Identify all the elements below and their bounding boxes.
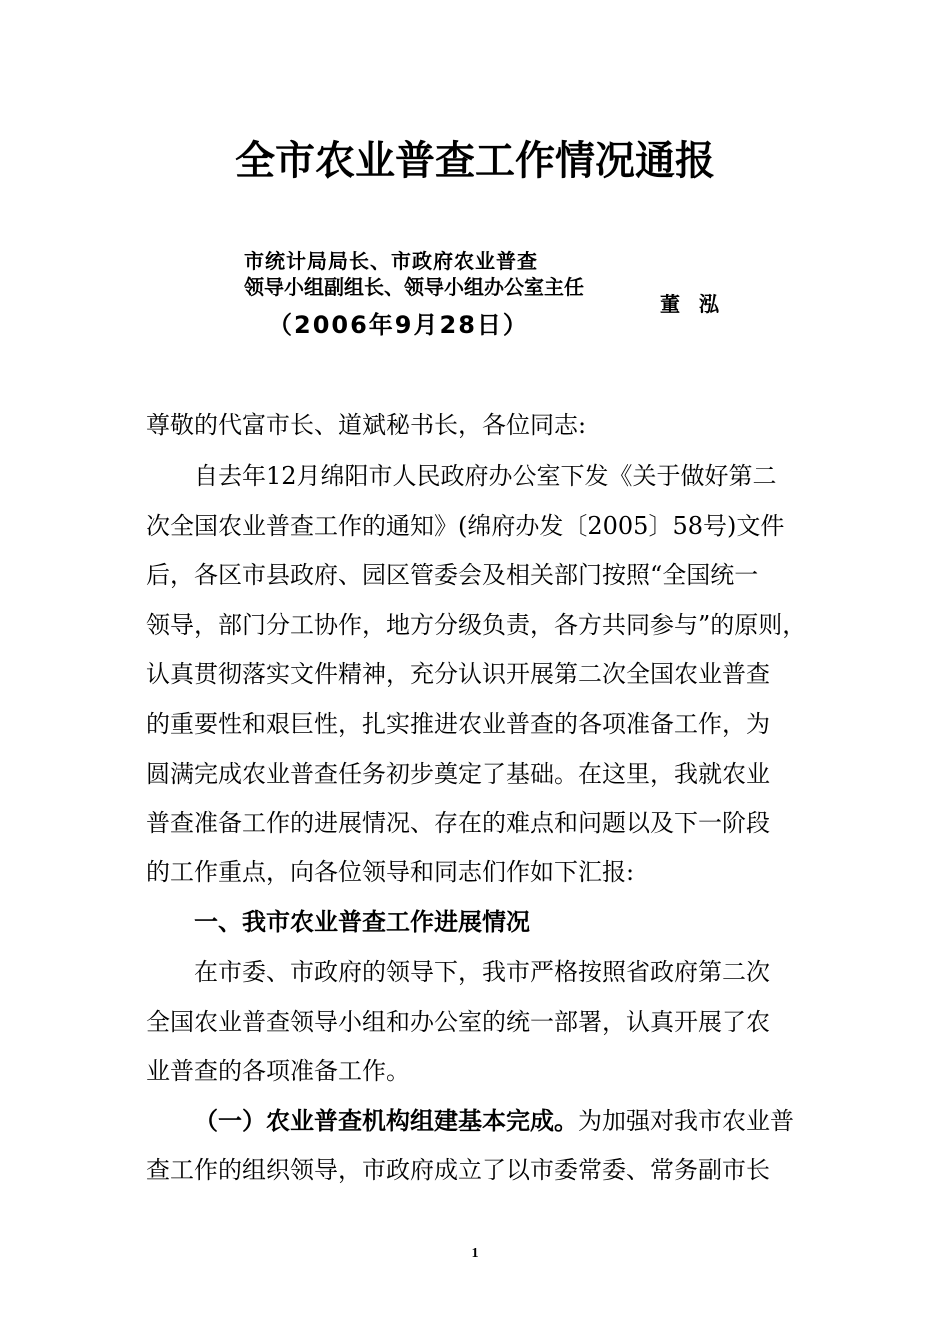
subsection-line xyxy=(194,1106,794,1136)
paragraph-line: 圆满完成农业普查任务初步奠定了基础。在这里，我就农业 xyxy=(146,760,770,788)
paragraph-line: 业普查的各项准备工作。 xyxy=(146,1057,410,1085)
subsection-heading: （一）农业普查机构组建基本完成。 xyxy=(194,1107,578,1135)
paragraph-line: 认真贯彻落实文件精神，充分认识开展第二次全国农业普查 xyxy=(146,660,770,688)
subsection-text: 为加强对我市农业普 xyxy=(578,1107,794,1135)
paragraph-line: 全国农业普查领导小组和办公室的统一部署，认真开展了农 xyxy=(146,1008,770,1036)
paragraph-line: 领导，部门分工协作，地方分级负责，各方共同参与”的原则， xyxy=(146,611,807,639)
document-title: 全市农业普查工作情况通报 xyxy=(235,138,715,184)
salutation: 尊敬的代富市长、道斌秘书长，各位同志: xyxy=(146,411,587,439)
author-name: 董 泓 xyxy=(660,292,725,316)
paragraph-line: 后，各区市县政府、园区管委会及相关部门按照“全国统一 xyxy=(146,561,759,589)
paragraph-line: 的工作重点，向各位领导和同志们作如下汇报: xyxy=(146,858,635,886)
paragraph-line: 自去年12月绵阳市人民政府办公室下发《关于做好第二 xyxy=(194,462,777,490)
paragraph-line: 的重要性和艰巨性，扎实推进农业普查的各项准备工作，为 xyxy=(146,710,770,738)
document-date: （2006年9月28日） xyxy=(268,311,529,339)
byline-position-line1: 市统计局局长、市政府农业普查 xyxy=(244,249,538,273)
paragraph-line: 次全国农业普查工作的通知》(绵府办发〔2005〕58号)文件 xyxy=(146,512,785,540)
page-number: 1 xyxy=(471,1246,479,1261)
byline-position-line2: 领导小组副组长、领导小组办公室主任 xyxy=(244,275,584,299)
paragraph-line: 在市委、市政府的领导下，我市严格按照省政府第二次 xyxy=(194,958,770,986)
paragraph-line: 普查准备工作的进展情况、存在的难点和问题以及下一阶段 xyxy=(146,809,770,837)
paragraph-line: 查工作的组织领导，市政府成立了以市委常委、常务副市长 xyxy=(146,1156,770,1184)
section-heading: 一、我市农业普查工作进展情况 xyxy=(194,908,530,936)
